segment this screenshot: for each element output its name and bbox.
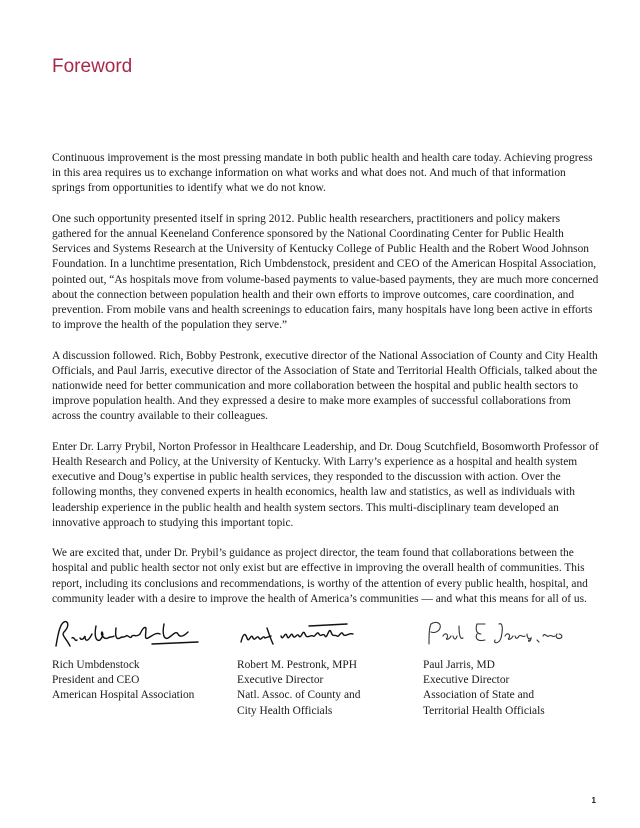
paragraph-2: One such opportunity presented itself in spring 2012. Public health researchers, practitioners and policy makers gathered for the annual Keeneland Conference sponsored by the National Coordinating Center for Public Health Services and Systems Research at the University of Kentucky College of Public Health and the Robert Wood Johnson Foundation. In a lunchtime presentation, Rich Umbdenstock, president and CEO of the American Hospital Association, pointed out, “As hospitals move from volume-based payments to value-based payments, they are much more concerned about the connection between population health and their own efforts to improve outcomes, care coordination, and prevention. From mobile vans and health screenings to education fairs, many hospitals have long been active in efforts to improve the health of the population they serve.”: [52, 212, 599, 332]
signatory-title: Executive Director: [423, 674, 510, 687]
signature-block-umbdenstock: [52, 616, 242, 704]
paragraph-3: A discussion followed. Rich, Bobby Pestronk, executive director of the National Association of County and City Health Officials, and Paul Jarris, executive director of the Association of State and Territorial Health Officials, talked about the nationwide need for better communication and more collaboration between the hospital and public health sectors to improve population health. And they expressed a desire to make more examples of successful collaborations from across the country available to their colleagues.: [52, 349, 598, 423]
signatory-title: Executive Director: [237, 674, 324, 687]
paragraph-4: Enter Dr. Larry Prybil, Norton Professor in Healthcare Leadership, and Dr. Doug Scutchfield, Bosomworth Professor of Health Research and Policy, at the University of Kentucky. With Larry’s experience as a hospital and health system executive and Doug’s expertise in public health services, they responded to the discussion with action. Over the following months, they convened experts in health economics, health law and statistics, as well as individuals with leadership experience in the public health and health system sectors. This multi-disciplinary team developed an innovative approach to studying this important topic.: [52, 440, 599, 529]
signatory-name: Rich Umbdenstock: [52, 659, 140, 671]
page-number: 1: [591, 796, 596, 805]
signature-block-pestronk: [237, 616, 427, 719]
signature-pestronk: [237, 616, 377, 654]
paragraph-5: We are excited that, under Dr. Prybil’s guidance as project director, the team found that collaborations between the hospital and public health sector not only exist but are effective in improving the overall health of communities. This report, including its conclusions and recommendations, is worthy of the attention of every public health, hospital, and community leader with a desire to improve the health of America’s communities — and what this means for all of us.: [52, 547, 588, 605]
signatory-title: President and CEO: [52, 674, 140, 687]
signatory-org: City Health Officials: [237, 704, 333, 717]
signatory-name: Paul Jarris, MD: [423, 659, 495, 671]
signature-jarris: [423, 616, 563, 654]
signatory-org: Territorial Health Officials: [423, 704, 545, 717]
paragraph-1: Continuous improvement is the most pressing mandate in both public health and health care today. Achieving progress in this area requires us to exchange information on what works and what does not. And much of that information springs from opportunities to identify what we do not know.: [52, 152, 593, 195]
foreword-body: [52, 151, 600, 622]
signatory-org: Association of State and: [423, 689, 535, 702]
signature-umbdenstock: [52, 616, 202, 654]
signature-block-jarris: [423, 616, 613, 719]
signatory-name: Robert M. Pestronk, MPH: [237, 659, 357, 671]
signatory-org: Natl. Assoc. of County and: [237, 689, 361, 702]
page-title: Foreword: [52, 56, 133, 77]
signatory-org: American Hospital Association: [52, 689, 195, 702]
